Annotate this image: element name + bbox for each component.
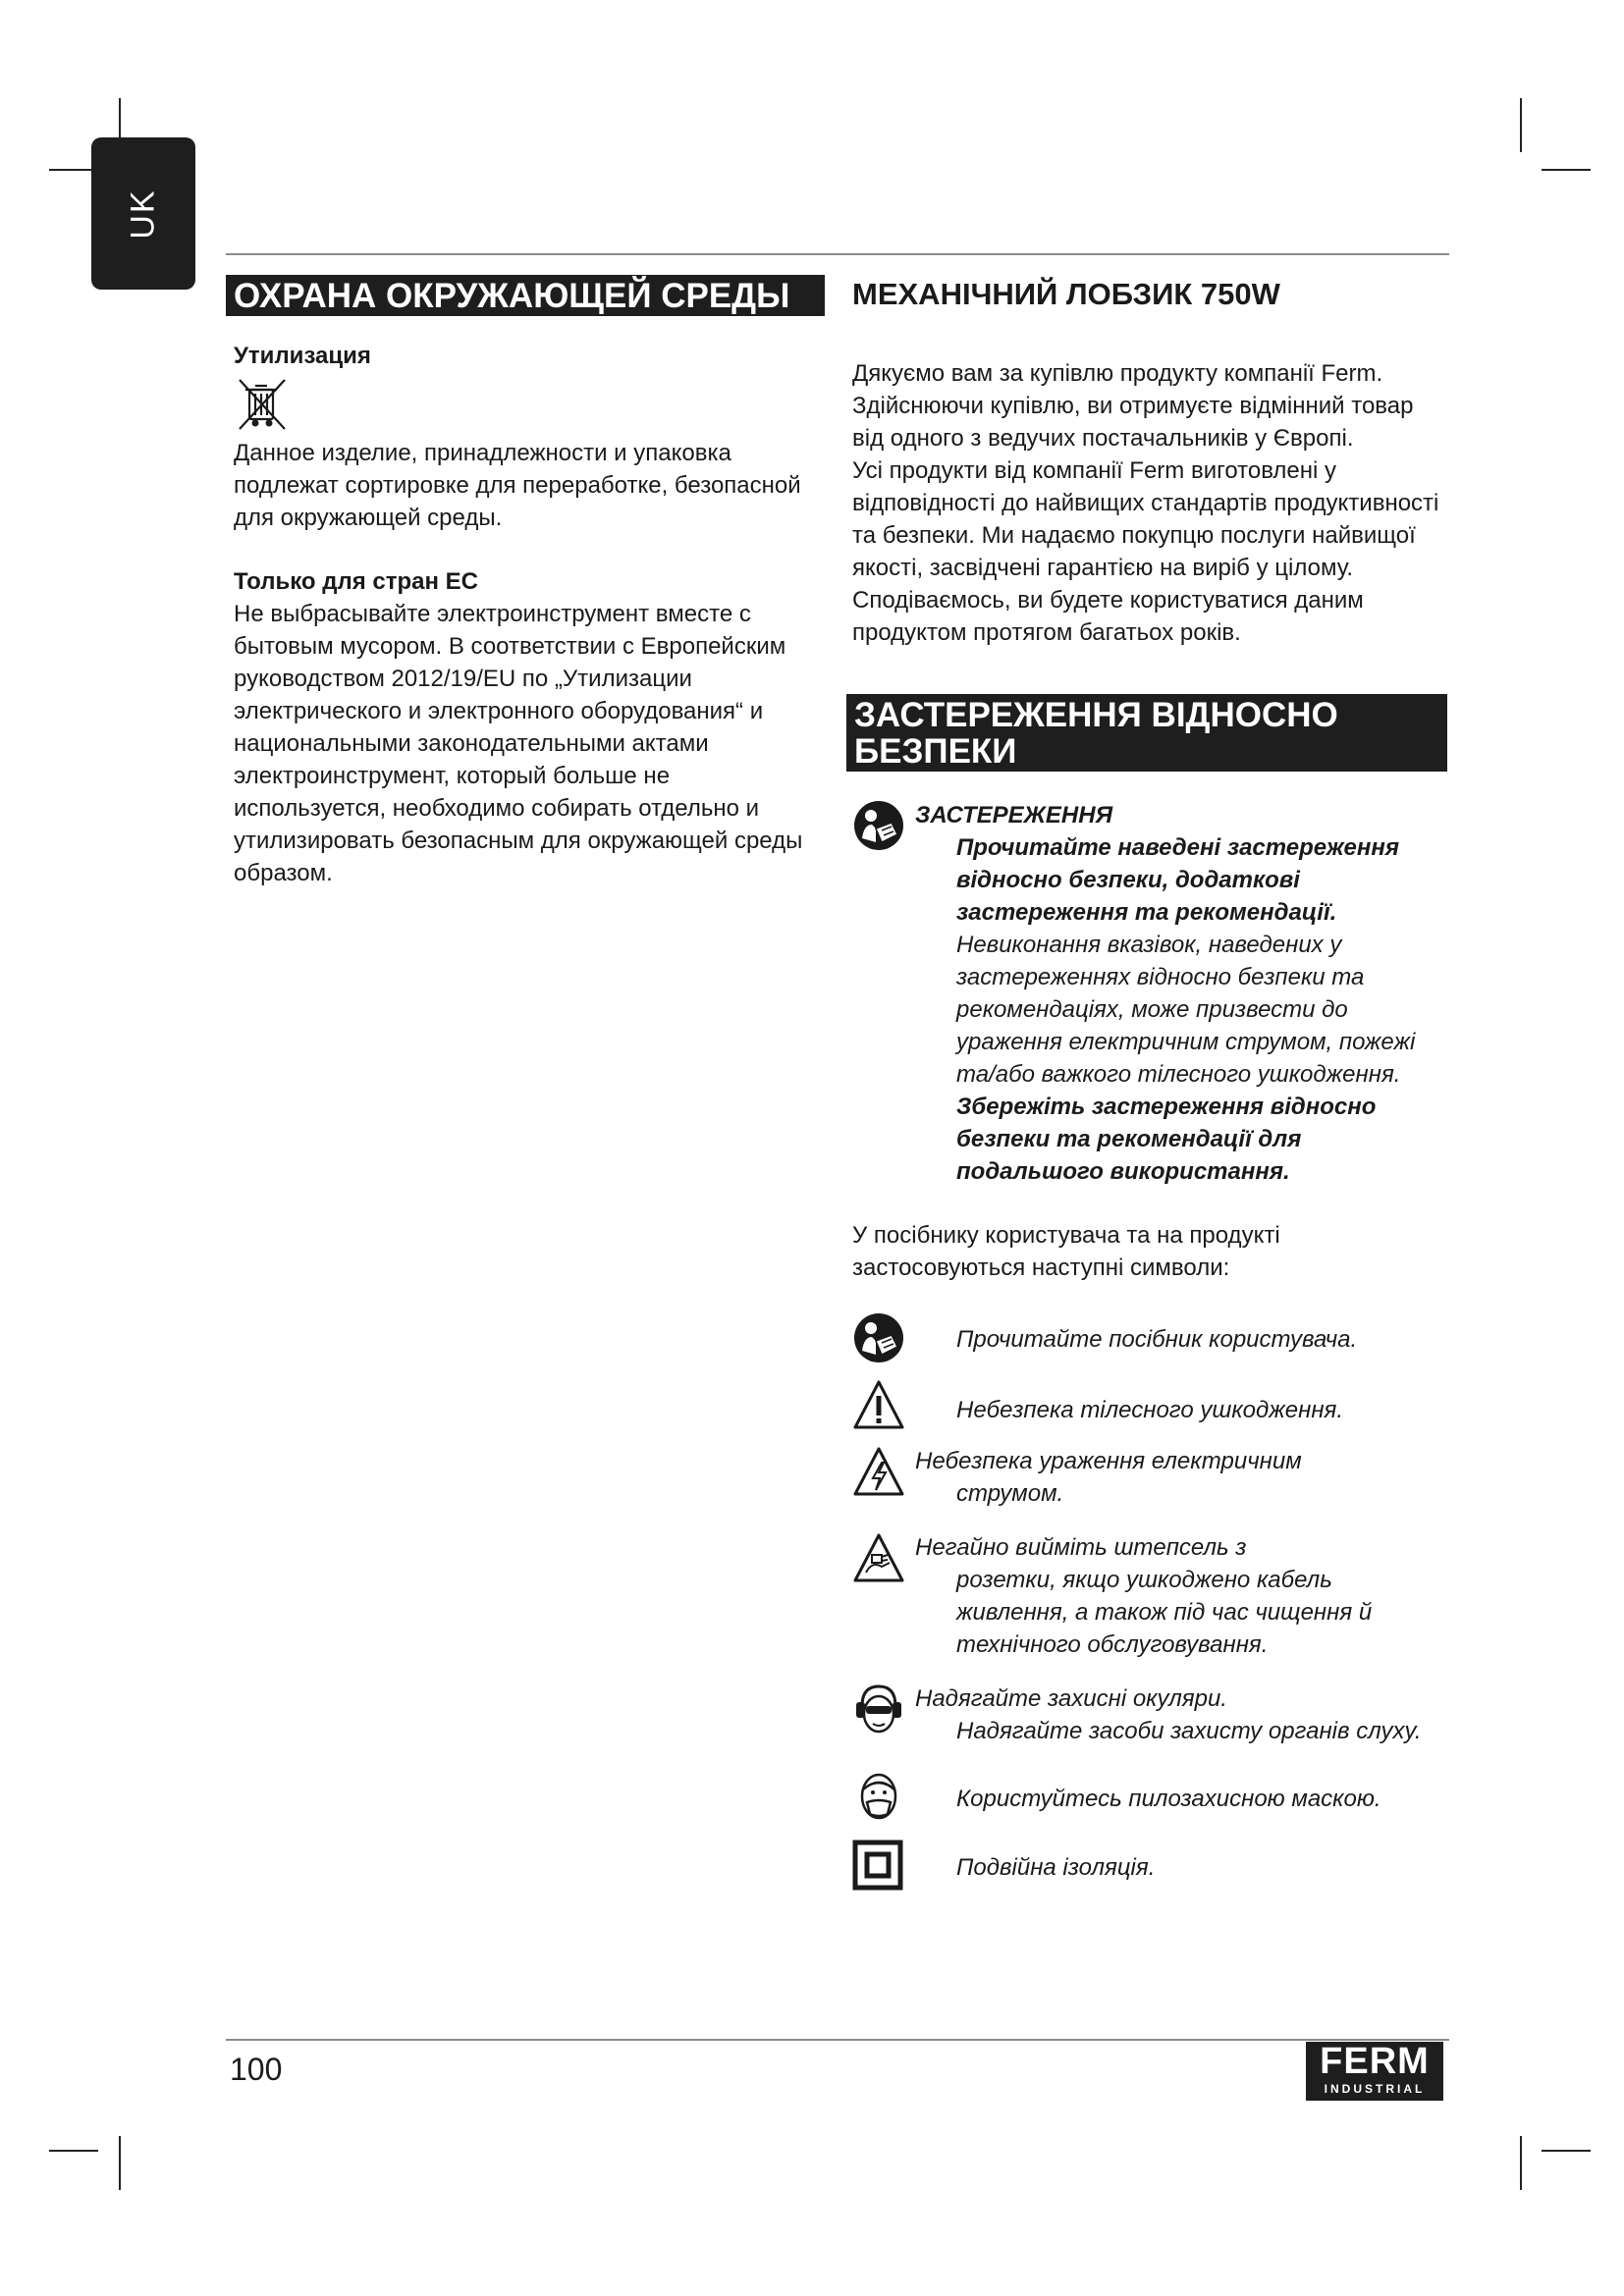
language-tab	[91, 137, 195, 290]
weee-bin-icon	[226, 376, 825, 437]
warning-body	[915, 831, 1447, 1188]
right-column	[846, 275, 1447, 1895]
warning-text: Невиконання вказівок, наведених у застереженнях відносно безпеки та рекомендаціях, може призвести до ураження електричним струмом, пожежі та/або важкого тілесного ушкодження.	[956, 932, 1416, 1088]
product-title: МЕХАНІЧНИЙ ЛОБЗИК 750W	[852, 277, 1280, 311]
unplug-icon	[852, 1531, 905, 1589]
dust-mask-icon	[852, 1771, 905, 1829]
warning-heading: ЗАСТЕРЕЖЕННЯ	[915, 802, 1113, 828]
crop-mark	[119, 2136, 121, 2190]
disposal-heading: Утилизация	[234, 343, 371, 369]
symbol-text: Прочитайте посібник користувача.	[956, 1326, 1358, 1353]
eu-heading: Только для стран ЕС	[234, 568, 478, 595]
symbol-text	[846, 1682, 1447, 1747]
symbol-row-shock	[846, 1445, 1447, 1510]
symbol-row-injury	[846, 1378, 1447, 1433]
symbol-row-mask	[846, 1771, 1447, 1826]
read-manual-icon	[852, 1311, 905, 1369]
electric-shock-icon	[852, 1445, 905, 1503]
page-number: 100	[230, 2052, 283, 2087]
intro-paragraph: Дякуємо вам за купівлю продукту компанії Ferm. Здійснюючи купівлю, ви отримуєте відмінний товар від одного з ведучих постачальників у Європі.	[852, 360, 1414, 452]
symbol-row-unplug	[846, 1531, 1447, 1661]
bottom-rule	[226, 2039, 1449, 2041]
disposal-text: Данное изделие, принадлежности и упаковка подлежат сортировке для переработке, безопасной для окружающей среды.	[234, 440, 801, 531]
symbol-text	[846, 1531, 1447, 1661]
unplug-line-1: Негайно вийміть штепсель з	[915, 1534, 1247, 1561]
safety-glasses-ear-protection-icon	[852, 1682, 905, 1740]
hearing-line: Надягайте засоби захисту органів слуху.	[956, 1718, 1422, 1744]
symbol-text: Користуйтесь пилозахисною маскою.	[956, 1786, 1381, 1812]
language-code: UK	[124, 187, 162, 240]
warning-bold-tail: Збережіть застереження відносно безпеки та рекомендації для подальшого використання.	[956, 1094, 1377, 1185]
warning-triangle-icon	[852, 1378, 905, 1436]
symbol-text: Подвійна ізоляція.	[956, 1854, 1156, 1881]
crop-mark	[1542, 169, 1591, 171]
crop-mark	[1542, 2150, 1591, 2152]
crop-mark	[1520, 98, 1522, 152]
shock-line-2: струмом.	[956, 1480, 1064, 1507]
shock-line-1: Небезпека ураження електричним	[915, 1448, 1302, 1474]
symbol-text: Небезпека тілесного ушкодження.	[956, 1397, 1344, 1423]
glasses-line: Надягайте захисні окуляри.	[915, 1685, 1227, 1712]
warning-block	[846, 799, 1447, 1188]
intro-paragraph-3: Сподіваємось, ви будете користуватися даним продуктом протягом багатьох років.	[852, 587, 1364, 646]
eu-text: Не выбрасывайте электроинструмент вместе с бытовым мусором. В соответствии с Европейским руководством 2012/19/EU по „Утилизации электрического и электронного оборудования“ и национальными законодательными актами электроинструмент, который больше не используется, необходимо собирать отдельно и утилизировать безопасным для окружающей среды образом.	[234, 601, 803, 886]
double-insulation-icon	[852, 1840, 905, 1897]
logo-brand: FERM	[1320, 2041, 1430, 2082]
warning-bold-lead: Прочитайте наведені застереження відносно безпеки, додаткові застереження та рекомендації.	[956, 834, 1399, 926]
read-manual-icon	[852, 799, 905, 857]
crop-mark	[1520, 2136, 1522, 2190]
safety-title: ЗАСТЕРЕЖЕННЯ ВІДНОСНО БЕЗПЕКИ	[846, 694, 1447, 772]
intro-paragraph-2: Усі продукти від компанії Ferm виготовлені у відповідності до найвищих стандартів продуктивності та безпеки. Ми надаємо покупцю послуги найвищої якості, засвідчені гарантією на виріб у цілому.	[852, 457, 1439, 581]
crop-mark	[49, 2150, 98, 2152]
symbol-row-double-insulation	[846, 1840, 1447, 1895]
environment-title: ОХРАНА ОКРУЖАЮЩЕЙ СРЕДЫ	[226, 275, 825, 316]
left-column	[226, 275, 825, 889]
symbol-row-protection	[846, 1682, 1447, 1747]
unplug-line-2: розетки, якщо ушкоджено кабель живлення, а також під час чищення й технічного обслуговування.	[956, 1567, 1373, 1658]
logo-sub: INDUSTRIAL	[1324, 2082, 1426, 2096]
symbol-row-read-manual	[846, 1311, 1447, 1366]
symbols-intro: У посібнику користувача та на продукті застосовуються наступні символи:	[852, 1222, 1280, 1281]
top-rule	[226, 253, 1449, 255]
symbol-text	[846, 1445, 1447, 1510]
ferm-industrial-logo	[1306, 2042, 1443, 2101]
